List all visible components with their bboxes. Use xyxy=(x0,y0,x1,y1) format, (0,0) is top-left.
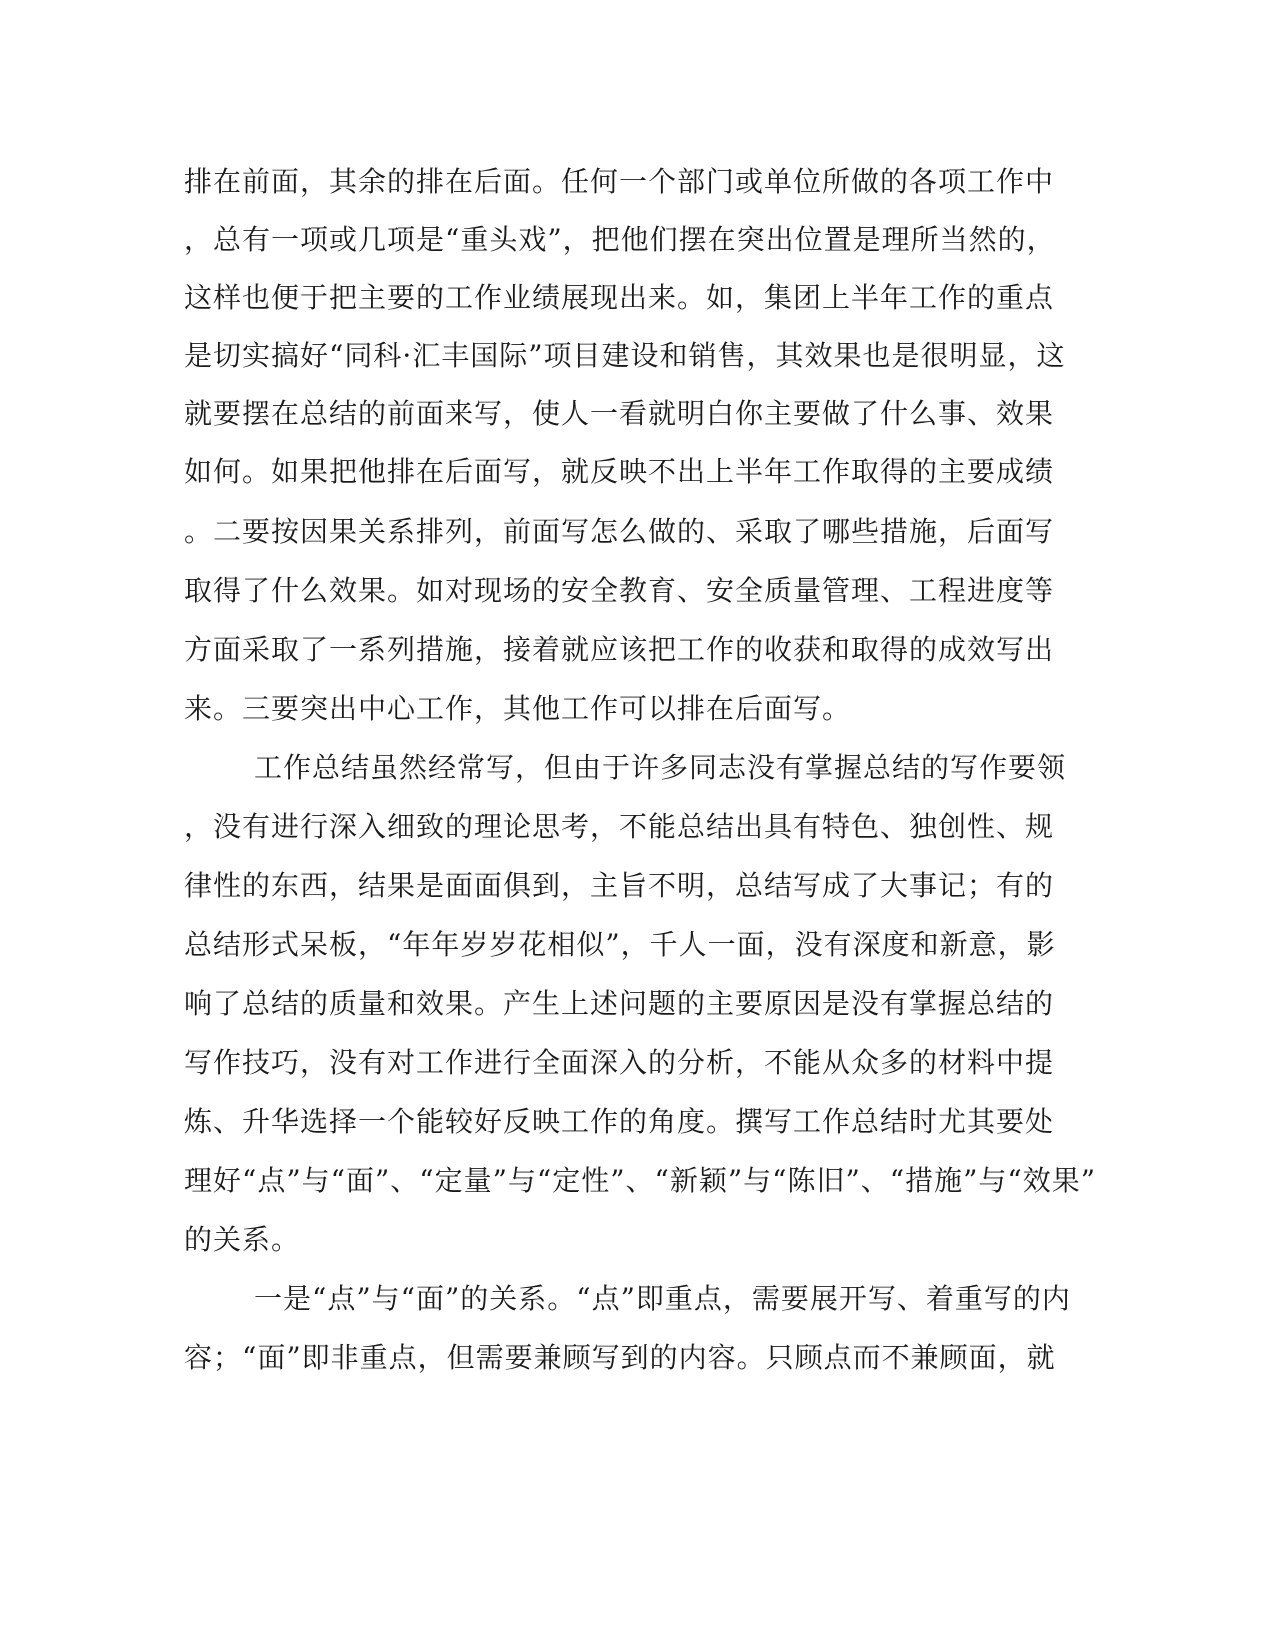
paragraph-first-line: 工作总结虽然经常写，但由于许多同志没有掌握总结的写作要领 xyxy=(254,751,1067,784)
text-line: 排在前面，其余的排在后面。任何一个部门或单位所做的各项工作中 xyxy=(184,165,1055,198)
text-line: ，没有进行深入细致的理论思考，不能总结出具有特色、独创性、规 xyxy=(184,810,1055,843)
text-line: ，总有一项或几项是“重头戏”，把他们摆在突出位置是理所当然的， xyxy=(184,223,1056,256)
text-line: 律性的东西，结果是面面俱到，主旨不明，总结写成了大事记；有的 xyxy=(184,869,1055,902)
paragraph-first-line: 一是“点”与“面”的关系。“点”即重点，需要展开写、着重写的内 xyxy=(254,1282,1071,1315)
text-line: 理好“点”与“面”、“定量”与“定性”、“新颖”与“陈旧”、“措施”与“效果” xyxy=(184,1164,1097,1197)
text-line: 总结形式呆板，“年年岁岁花相似”，千人一面，没有深度和新意，影 xyxy=(184,928,1056,961)
text-line: 。二要按因果关系排列，前面写怎么做的、采取了哪些措施，后面写 xyxy=(184,515,1055,548)
text-line: 是切实搞好“同科·汇丰国际”项目建设和销售，其效果也是很明显，这 xyxy=(184,339,1066,372)
text-line: 这样也便于把主要的工作业绩展现出来。如，集团上半年工作的重点 xyxy=(184,281,1055,314)
text-line: 炼、升华选择一个能较好反映工作的角度。撰写工作总结时尤其要处 xyxy=(184,1105,1055,1138)
text-line: 如何。如果把他排在后面写，就反映不出上半年工作取得的主要成绩 xyxy=(184,455,1055,488)
text-line: 取得了什么效果。如对现场的安全教育、安全质量管理、工程进度等 xyxy=(184,574,1055,607)
text-line: 写作技巧，没有对工作进行全面深入的分析，不能从众多的材料中提 xyxy=(184,1046,1055,1079)
text-line: 的关系。 xyxy=(184,1223,301,1256)
text-line: 就要摆在总结的前面来写，使人一看就明白你主要做了什么事、效果 xyxy=(184,397,1055,430)
text-line: 响了总结的质量和效果。产生上述问题的主要原因是没有掌握总结的 xyxy=(184,987,1055,1020)
text-line: 容；“面”即非重点，但需要兼顾写到的内容。只顾点而不兼顾面，就 xyxy=(184,1341,1056,1374)
text-line: 来。三要突出中心工作，其他工作可以排在后面写。 xyxy=(184,692,852,725)
text-line: 方面采取了一系列措施，接着就应该把工作的收获和取得的成效写出 xyxy=(184,633,1055,666)
